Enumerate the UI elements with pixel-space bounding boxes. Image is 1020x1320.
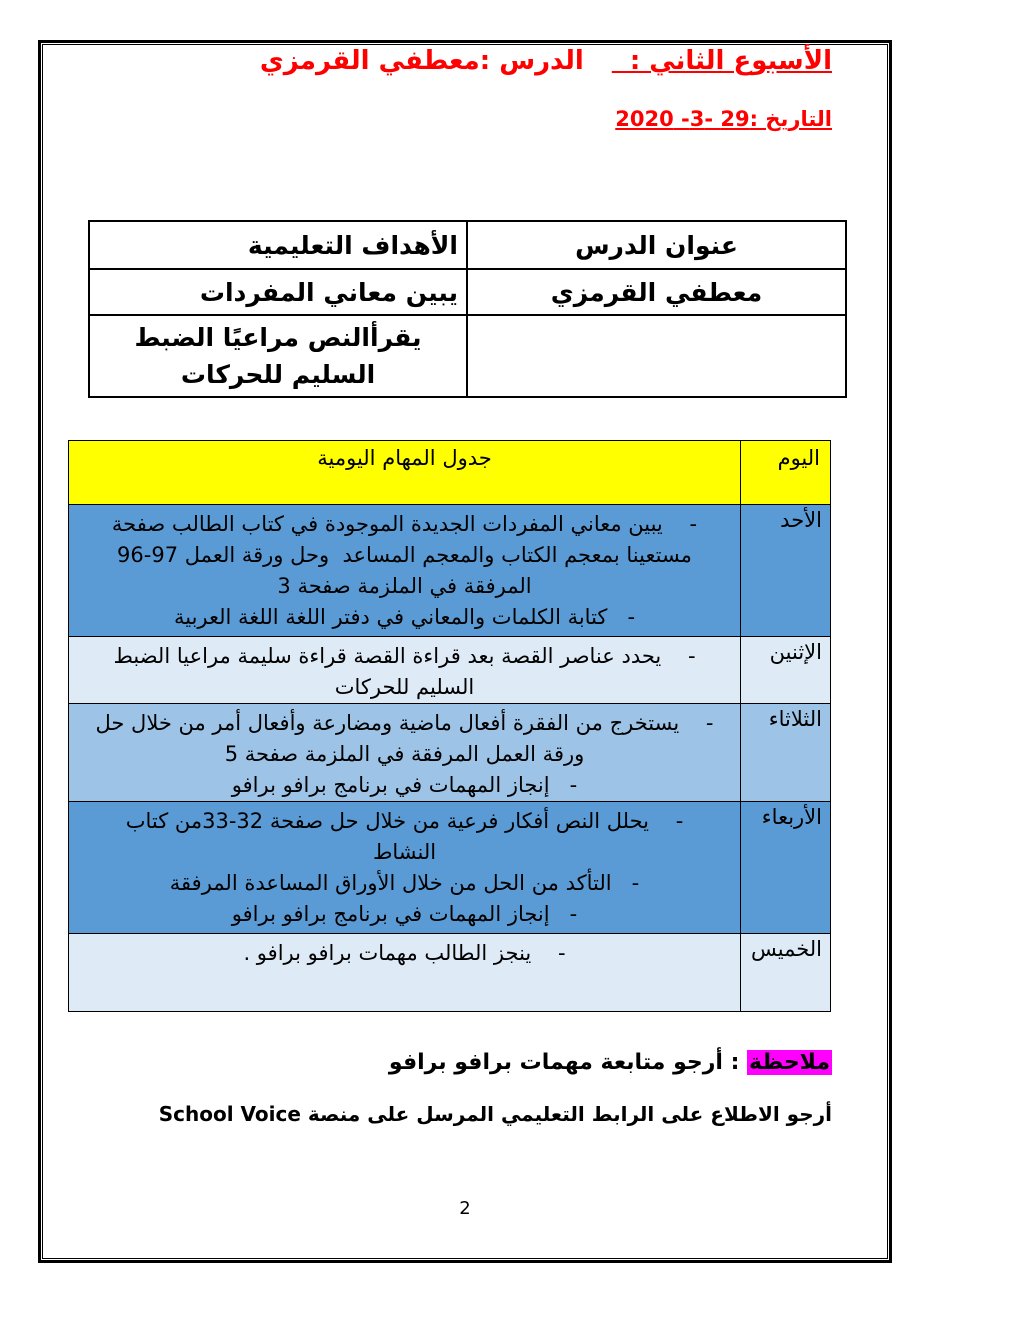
lesson-table-row <box>89 315 846 397</box>
task-line: - كتابة الكلمات والمعاني في دفتر اللغة اللغة العربية <box>173 605 636 629</box>
task-line: - إنجاز المهمات في برنامج برافو برافو <box>231 902 578 926</box>
objective-cell <box>89 315 467 397</box>
task-line: - التأكد من الحل من خلال الأوراق المساعدة المرفقة <box>169 871 640 895</box>
lesson-info-table <box>88 220 847 398</box>
lesson-table-header-row <box>89 221 846 269</box>
task-line: المرفقة في الملزمة صفحة 3 <box>277 574 532 598</box>
task-cell <box>69 802 741 934</box>
tasks-table-header-row <box>69 441 831 505</box>
task-line: ورقة العمل المرفقة في الملزمة صفحة 5 <box>224 742 585 766</box>
task-row-monday <box>69 637 831 704</box>
day-cell: الإثنين <box>741 637 831 704</box>
day-cell: الثلاثاء <box>741 704 831 802</box>
task-line: السليم للحركات <box>334 675 475 699</box>
task-row-thursday <box>69 934 831 1012</box>
task-cell <box>69 934 741 1012</box>
empty-cell <box>467 315 846 397</box>
task-row-wednesday <box>69 802 831 934</box>
task-line: مستعينا بمعجم الكتاب والمعجم المساعد وحل ورقة العمل 97-96 <box>117 543 692 567</box>
lesson-title: الدرس :معطفي القرمزي <box>259 46 584 76</box>
day-cell: الأربعاء <box>741 802 831 934</box>
task-line: - يستخرج من الفقرة أفعال ماضية ومضارعة وأفعال أمر من خلال حل <box>95 711 714 735</box>
lesson-table-row <box>89 269 846 315</box>
lesson-title-header-cell: عنوان الدرس <box>467 221 846 269</box>
week-title: الأسبوع الثاني : <box>611 46 832 76</box>
task-line: النشاط <box>372 840 437 864</box>
page-number: 2 <box>459 1198 471 1219</box>
day-header-cell: اليوم <box>741 441 831 505</box>
task-line: - ينجز الطالب مهمات برافو برافو . <box>243 941 566 965</box>
task-row-sunday <box>69 505 831 637</box>
note-highlight: ملاحظة <box>749 1050 830 1075</box>
tasks-header-cell: جدول المهام اليومية <box>69 441 741 505</box>
daily-tasks-table <box>68 440 831 1012</box>
objective-cell: يبين معاني المفردات <box>89 269 467 315</box>
task-cell <box>69 505 741 637</box>
task-line: - يبين معاني المفردات الجديدة الموجودة في كتاب الطالب صفحة <box>111 512 698 536</box>
note-text: : أرجو متابعة مهمات برافو برافو <box>388 1050 748 1075</box>
day-cell: الأحد <box>741 505 831 637</box>
note-line-1 <box>389 1050 832 1075</box>
task-cell <box>69 637 741 704</box>
objective-line: يقرأالنص مراعيًا الضبط <box>134 323 422 352</box>
task-cell <box>69 704 741 802</box>
date-label: التاريخ :29 -3- 2020 <box>615 107 832 131</box>
task-line: - يحلل النص أفكار فرعية من خلال حل صفحة 32-33من كتاب <box>125 809 684 833</box>
task-line: - إنجاز المهمات في برنامج برافو برافو <box>231 773 578 797</box>
day-cell: الخميس <box>741 934 831 1012</box>
objectives-header-cell: الأهداف التعليمية <box>89 221 467 269</box>
page-title <box>260 46 832 76</box>
lesson-title-cell: معطفي القرمزي <box>467 269 846 315</box>
task-row-tuesday <box>69 704 831 802</box>
note-line-2: أرجو الاطلاع على الرابط التعليمي المرسل على منصة School Voice <box>158 1102 832 1126</box>
task-line: - يحدد عناصر القصة بعد قراءة القصة قراءة سليمة مراعيا الضبط <box>113 644 696 668</box>
objective-line: السليم للحركات <box>180 360 376 389</box>
